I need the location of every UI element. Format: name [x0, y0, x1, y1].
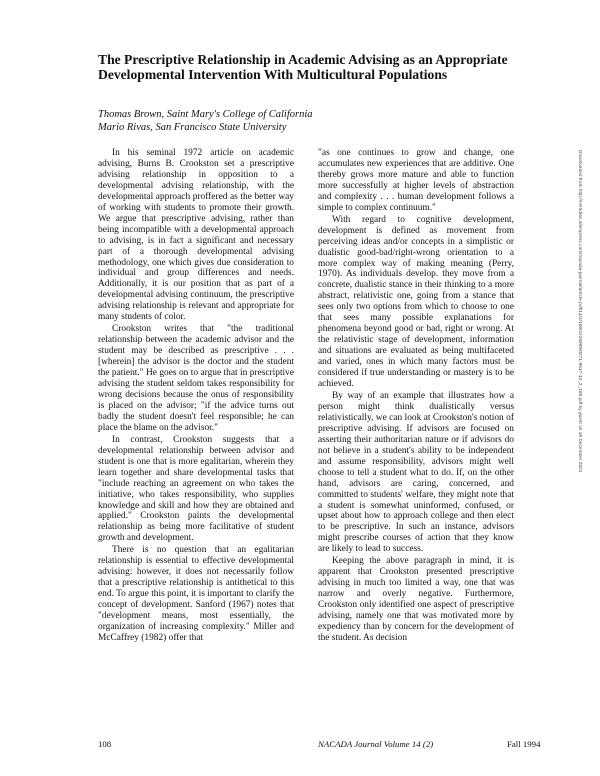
body-paragraph-continued: "as one continues to grow and change, one accumulates new experiences that are additive. One thereby grows more mature and able to function more successfully at higher levels of abstraction and complexity . . . human development follows a simple to complex continuum."	[318, 148, 514, 213]
author-list	[98, 108, 518, 134]
right-column	[318, 148, 514, 645]
body-paragraph: With regard to cognitive development, development is defined as movement from perceiving ideas and/or concepts in a simplistic or dualistic good-bad/right-wrong orientation to a more complex way of making meaning (Perry, 1970). As individuals develop. they move from a concrete, dualistic stance in their thinking to a more abstract, relativistic one, going from a stance that sees only two options from which to choose to one that sees many possible explanations for phenomena beyond good or bad, right or wrong. At the relativistic stage of development, information and situations are evaluated as being multifaceted and varied, ones in which many factors must be considered if true understanding or mastery is to be achieved.	[318, 214, 514, 390]
article-title: The Prescriptive Relationship in Academic Advising as an Appropriate Developmental Intervention With Multicultural Populations	[98, 52, 508, 82]
issue-date: Fall 1994	[507, 739, 541, 749]
body-paragraph: Keeping the above paragraph in mind, it is apparent that Crookston presented prescriptive advising in much too limited a way, one that was narrow and overly negative. Furthermore, Crookston only identified one aspect of prescriptive advising, namely one that was motivated more by expediency than by concern for the development of the student. As decision	[318, 556, 514, 643]
left-column	[98, 148, 294, 645]
body-paragraph: In contrast, Crookston suggests that a developmental relationship between advisor and student is one that is more egalitarian, wherein they learn together and share developmental tasks that "include reaching an agreement on who takes the initiative, who takes responsibility, who supplies knowledge and skill and how they are obtained and applied." Crookston paints the developmental relationship as being more facilitative of student growth and development.	[98, 434, 294, 544]
page-number: 108	[98, 739, 112, 749]
body-paragraph: Crookston writes that "the traditional relationship between the academic advisor and the student may be described as prescriptive . . . [wherein] the advisor is the doctor and the student the patient." He goes on to argue that in prescriptive advising the student seldom takes responsibility for wrong decisions because the onus of responsibility is placed on the advisor; "if the advice turns out badly the student doesn't feel responsible; he can place the blame on the advisor."	[98, 324, 294, 433]
author-line-2: Mario Rivas, San Francisco State University	[98, 122, 287, 133]
body-paragraph: By way of an example that illustrates how a person might think dualistically versus relativistically, we can look at Crookston's notion of prescriptive advising. If advisors are focused on asserting their authoritarian nature or if advisors do not believe in a student's ability to be independent and assume responsibility, advisors might well choose to tell a student what to do. If, on the other hand, advisors are caring, concerned, and committed to students' welfare, they might note that a student is somewhat uninformed, confused, or upset about how to approach college and then elect to be prescriptive. In such an instance, advisors might prescribe courses of action that they know are likely to lead to success.	[318, 390, 514, 555]
journal-name: NACADA Journal Volume 14 (2)	[318, 739, 434, 749]
body-paragraph: There is no question that an egalitarian relationship is essential to effective developmental advising: however, it does not necessarily follow that a prescriptive relationship is antithetical to this end. To argue this point, it is important to clarify the concept of development. Sanford (1967) notes that "development means, most essentially, the organization of increasing complexity." Miller and McCaffrey (1982) offer that	[98, 545, 294, 643]
body-paragraph: In his seminal 1972 article on academic advising, Burns B. Crookston set a prescriptive advising relationship in opposition to a developmental advising relationship, with the developmental approach proffered as the better way of working with students to promote their growth. We argue that prescriptive advising, rather than being incompatible with a developmental approach to advising, is in fact a significant and necessary part of a thorough developmental advising methodology, one which gives due consideration to individual and group differences and needs. Additionally, it is our position that as part of a developmental advising continuum, the prescriptive advising relationship is relevant and appropriate for many students of color.	[98, 148, 294, 323]
download-watermark: Downloaded from http://meridian.allenpress.com/nacada-journal/article-pdf/14/2/108/2225995/0271-9517-14_2_108.pdf by guest on 18 December 2021	[578, 150, 583, 473]
author-line-1: Thomas Brown, Saint Mary's College of California	[98, 109, 313, 120]
